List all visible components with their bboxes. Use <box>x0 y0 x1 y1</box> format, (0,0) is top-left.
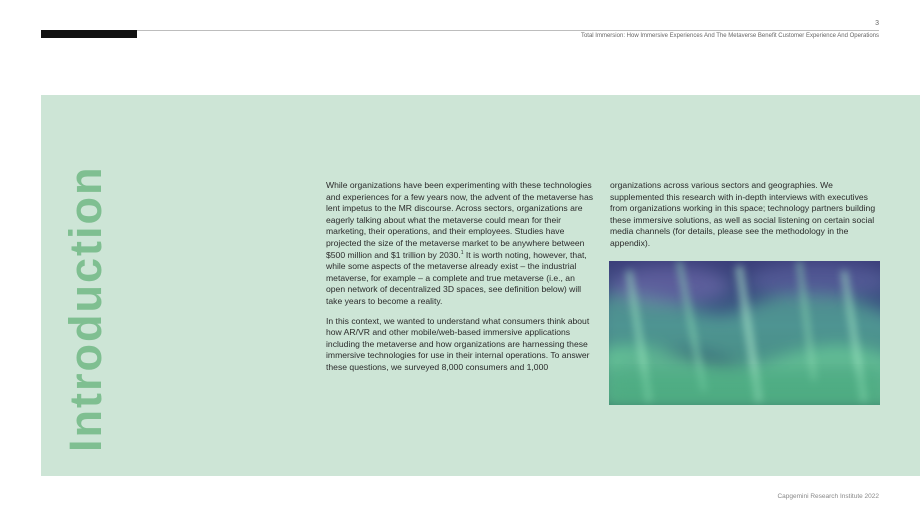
paragraph <box>326 180 596 308</box>
page-number: 3 <box>875 20 879 27</box>
text-column-left <box>326 180 596 382</box>
paragraph-text: It is worth noting, however, that, while some aspects of the metaverse already exist – the industrial metaverse, for example – a complete and true metaverse (i.e., an open network of decentralized 3D spaces, see definition below) will take years to become a reality. <box>326 249 587 306</box>
header-rule <box>41 30 879 31</box>
aurora-image <box>609 261 880 405</box>
paragraph: In this context, we wanted to understand what consumers think about how AR/VR and other mobile/web-based immersive applications including the metaverse and how organizations are harnessing these immersive technologies for use in their internal operations. To answer these questions, we surveyed 8,000 consumers and 1,000 <box>326 315 590 372</box>
section-title: Introduction <box>60 165 111 453</box>
footnote-marker[interactable]: 1 <box>460 249 464 256</box>
paragraph-text: While organizations have been experimenting with these technologies and experiences for a few years now, the advent of the metaverse has lent impetus to the MR discourse. Across sectors, organizations are eagerly talking about what the metaverse could mean for their marketing, their operations, and their employees. Studies have projected the size of the metaverse market to be anywhere between $500 million and $1 trillion by 2030. <box>326 180 594 260</box>
paragraph: organizations across various sectors and geographies. We supplemented this research with in-depth interviews with executives from organizations working in this space; technology partners building these immersive solutions, as well as social listening on certain social media channels (for details, please see the methodology in the appendix). <box>610 180 876 248</box>
footer-text: Capgemini Research Institute 2022 <box>777 493 879 500</box>
header-accent-bar <box>41 30 137 38</box>
text-column-right <box>610 180 880 258</box>
running-header-title: Total Immersion: How Immersive Experiences And The Metaverse Benefit Customer Experience And Operations <box>580 33 879 39</box>
